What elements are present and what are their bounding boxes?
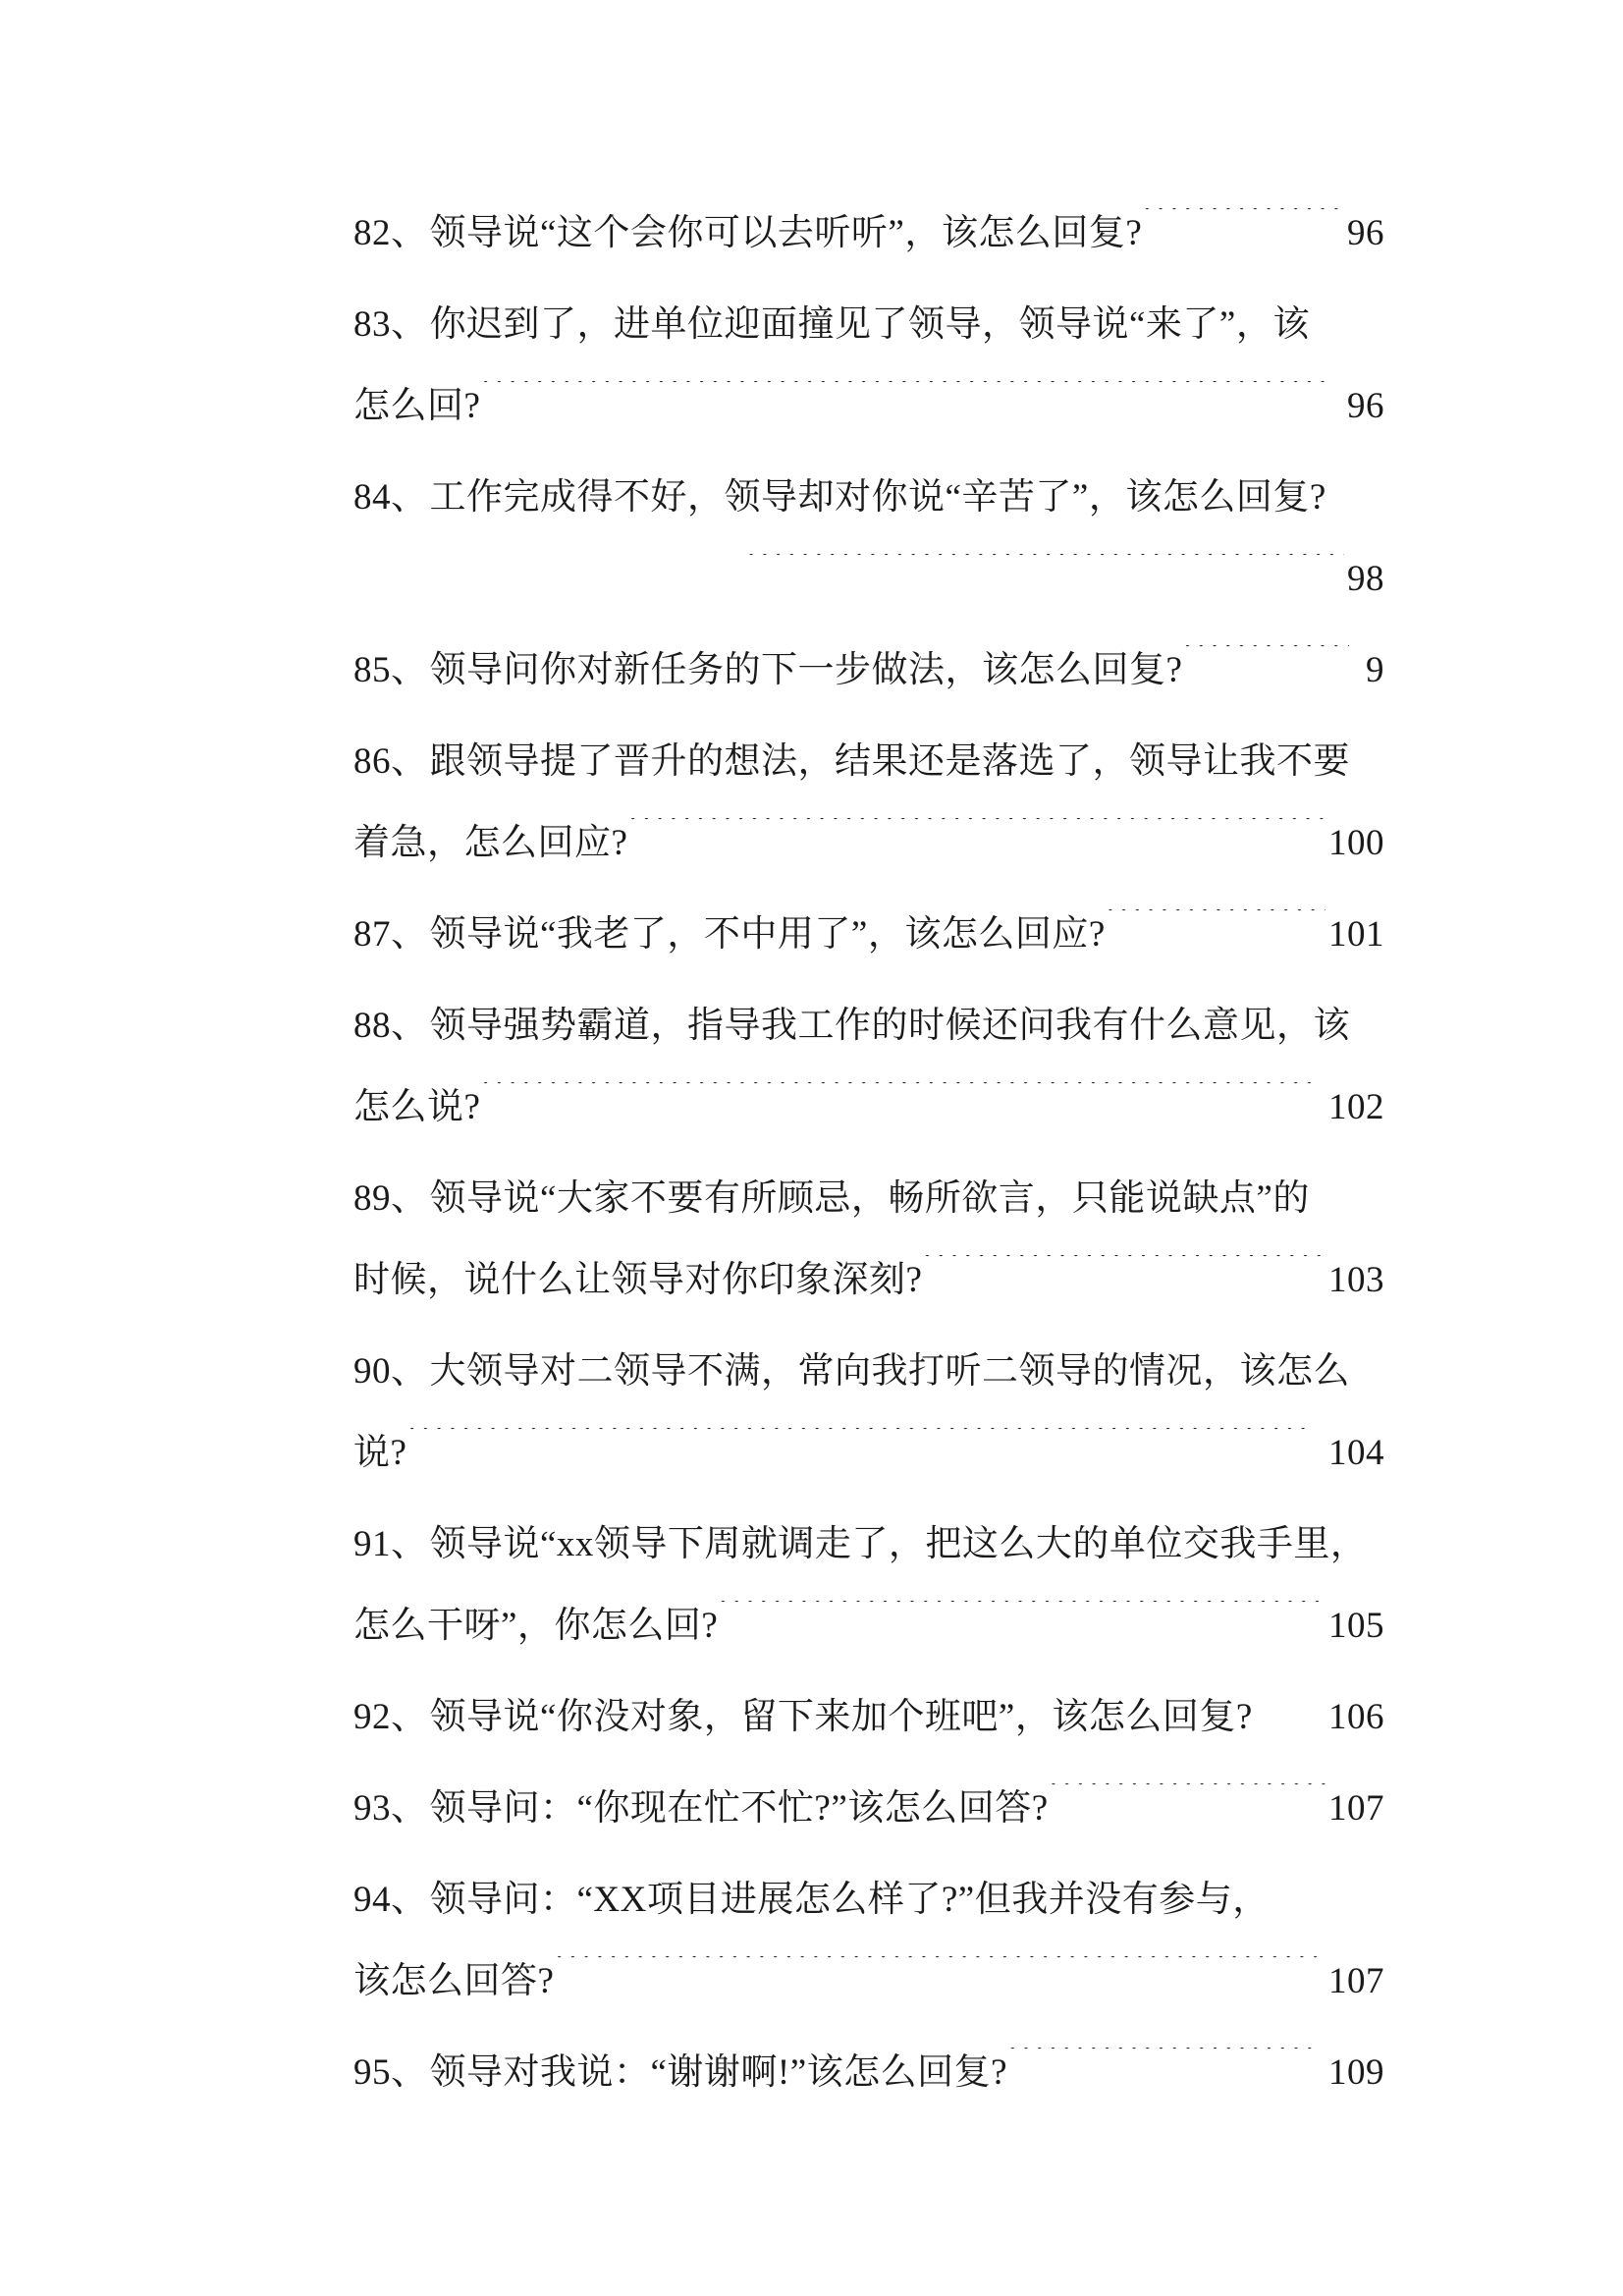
toc-entry[interactable]	[353, 1158, 1384, 1321]
table-of-contents-list	[353, 192, 1384, 2123]
toc-entry[interactable]	[353, 1331, 1384, 1494]
toc-entry-first-line	[353, 1331, 1384, 1412]
toc-page-number: 101	[1328, 914, 1384, 955]
dot-leader	[1254, 1692, 1325, 1728]
toc-entry-title: 着急，怎么回应?	[353, 823, 628, 863]
dot-leader	[1368, 1519, 1383, 1556]
toc-entry-first-line	[353, 1676, 1384, 1758]
toc-entry-number: 84、	[353, 477, 428, 518]
toc-entry-number: 95、	[353, 2052, 428, 2093]
toc-entry[interactable]	[353, 721, 1384, 884]
toc-entry-number: 90、	[353, 1351, 428, 1392]
toc-entry-wrap-line	[353, 538, 1384, 620]
dot-leader	[1271, 1875, 1383, 1911]
toc-entry-title: 工作完成得不好，领导却对你说“辛苦了”，该怎么回复?	[429, 477, 1326, 518]
toc-page-number: 109	[1328, 2052, 1384, 2093]
toc-page-number: 104	[1328, 1433, 1384, 1473]
toc-page-number: 107	[1328, 1961, 1384, 2001]
toc-entry[interactable]	[353, 1859, 1384, 2022]
toc-entry[interactable]	[353, 192, 1384, 274]
dot-leader	[1327, 472, 1383, 509]
toc-entry-first-line	[353, 629, 1384, 711]
toc-entry-first-line	[353, 1768, 1384, 1849]
toc-entry-number: 91、	[353, 1524, 428, 1564]
toc-entry-title: 怎么回?	[353, 386, 481, 426]
toc-entry-title: 领导问你对新任务的下一步做法，该怎么回复?	[429, 650, 1183, 690]
toc-page-number: 105	[1328, 1606, 1384, 1646]
toc-page-number: 103	[1328, 1260, 1384, 1300]
toc-entry-title: 领导对我说：“谢谢啊!”该怎么回复?	[429, 2052, 1008, 2093]
toc-entry[interactable]	[353, 1676, 1384, 1758]
toc-entry-title: 领导说“你没对象，留下来加个班吧”，该怎么回复?	[429, 1697, 1253, 1737]
toc-entry-number: 93、	[353, 1788, 428, 1829]
toc-entry-number: 83、	[353, 304, 428, 345]
toc-entry-wrap-line	[353, 1941, 1384, 2022]
toc-entry-first-line	[353, 284, 1384, 365]
toc-entry-title: 该怎么回答?	[353, 1961, 555, 2001]
toc-entry-title: 大领导对二领导不满，常向我打听二领导的情况，该怎么	[429, 1351, 1350, 1392]
toc-entry-wrap-line	[353, 1066, 1384, 1148]
dot-leader	[1183, 645, 1349, 682]
dot-leader	[407, 1428, 1312, 1464]
dot-leader	[1351, 1001, 1383, 1037]
toc-entry-number: 86、	[353, 741, 428, 782]
toc-entry[interactable]	[353, 894, 1384, 975]
toc-entry-wrap-line	[353, 1585, 1384, 1667]
toc-entry-first-line	[353, 192, 1384, 274]
toc-page-number: 96	[1347, 386, 1384, 426]
toc-entry[interactable]	[353, 457, 1384, 620]
toc-entry-first-line	[353, 1158, 1384, 1239]
toc-entry-title: 你迟到了，进单位迎面撞见了领导，领导说“来了”，该	[429, 304, 1310, 345]
dot-leader	[1311, 300, 1383, 336]
dot-leader	[1311, 1174, 1383, 1210]
dot-leader	[555, 1956, 1325, 1993]
toc-entry-title: 领导强势霸道，指导我工作的时候还问我有什么意见，该	[429, 1006, 1350, 1046]
dot-leader	[1050, 1783, 1325, 1820]
toc-entry[interactable]	[353, 985, 1384, 1148]
toc-entry[interactable]	[353, 2032, 1384, 2113]
toc-entry-first-line	[353, 1859, 1384, 1941]
toc-entry[interactable]	[353, 1768, 1384, 1849]
dot-leader	[747, 554, 1344, 590]
dot-leader	[719, 1601, 1325, 1637]
toc-entry-title: 怎么干呀”，你怎么回?	[353, 1606, 719, 1646]
dot-leader	[1107, 909, 1325, 946]
toc-entry-number: 82、	[353, 213, 428, 253]
toc-entry-first-line	[353, 721, 1384, 802]
dot-leader	[481, 1082, 1312, 1119]
dot-leader	[481, 381, 1330, 417]
toc-entry-title: 怎么说?	[353, 1087, 481, 1127]
toc-entry[interactable]	[353, 629, 1384, 711]
toc-entry-number: 85、	[353, 650, 428, 690]
toc-entry-title: 跟领导提了晋升的想法，结果还是落选了，领导让我不要	[429, 741, 1350, 782]
toc-page-number: 102	[1328, 1087, 1384, 1127]
toc-page-number: 98	[1347, 559, 1384, 599]
toc-entry-number: 88、	[353, 1006, 428, 1046]
toc-entry-first-line	[353, 2032, 1384, 2113]
toc-entry-title: 领导问：“XX项目进展怎么样了?”但我并没有参与，	[429, 1880, 1270, 1920]
toc-page-number: 106	[1328, 1697, 1384, 1737]
toc-entry-wrap-line	[353, 365, 1384, 447]
toc-entry-wrap-line	[353, 802, 1384, 884]
toc-page-number: 100	[1328, 823, 1384, 863]
toc-entry-first-line	[353, 894, 1384, 975]
toc-entry-title: 领导问：“你现在忙不忙?”该怎么回答?	[429, 1788, 1049, 1829]
dot-leader	[1143, 208, 1344, 245]
toc-page-number: 96	[1347, 213, 1384, 253]
toc-entry-title: 说?	[353, 1433, 407, 1473]
dot-leader	[1008, 2048, 1312, 2084]
toc-entry-title: 时候，说什么让领导对你印象深刻?	[353, 1260, 923, 1300]
toc-entry-first-line	[353, 1503, 1384, 1585]
toc-entry-wrap-line	[353, 1412, 1384, 1494]
dot-leader	[628, 818, 1325, 854]
toc-entry[interactable]	[353, 284, 1384, 447]
toc-entry-number: 92、	[353, 1697, 428, 1737]
toc-entry-number: 87、	[353, 914, 428, 955]
dot-leader	[923, 1255, 1325, 1291]
toc-entry[interactable]	[353, 1503, 1384, 1667]
toc-entry-first-line	[353, 985, 1384, 1066]
dot-leader	[1351, 1346, 1383, 1383]
toc-entry-number: 89、	[353, 1178, 428, 1219]
toc-entry-wrap-line	[353, 1239, 1384, 1321]
toc-entry-number: 94、	[353, 1880, 428, 1920]
toc-entry-title: 领导说“xx领导下周就调走了，把这么大的单位交我手里，	[429, 1524, 1368, 1564]
toc-page-number: 9	[1366, 650, 1384, 690]
dot-leader	[1351, 737, 1383, 773]
toc-entry-title: 领导说“这个会你可以去听听”，该怎么回复?	[429, 213, 1143, 253]
toc-page-number: 107	[1328, 1788, 1384, 1829]
toc-entry-first-line	[353, 457, 1384, 538]
toc-entry-title: 领导说“我老了，不中用了”，该怎么回应?	[429, 914, 1106, 955]
toc-entry-title: 领导说“大家不要有所顾忌，畅所欲言，只能说缺点”的	[429, 1178, 1310, 1219]
